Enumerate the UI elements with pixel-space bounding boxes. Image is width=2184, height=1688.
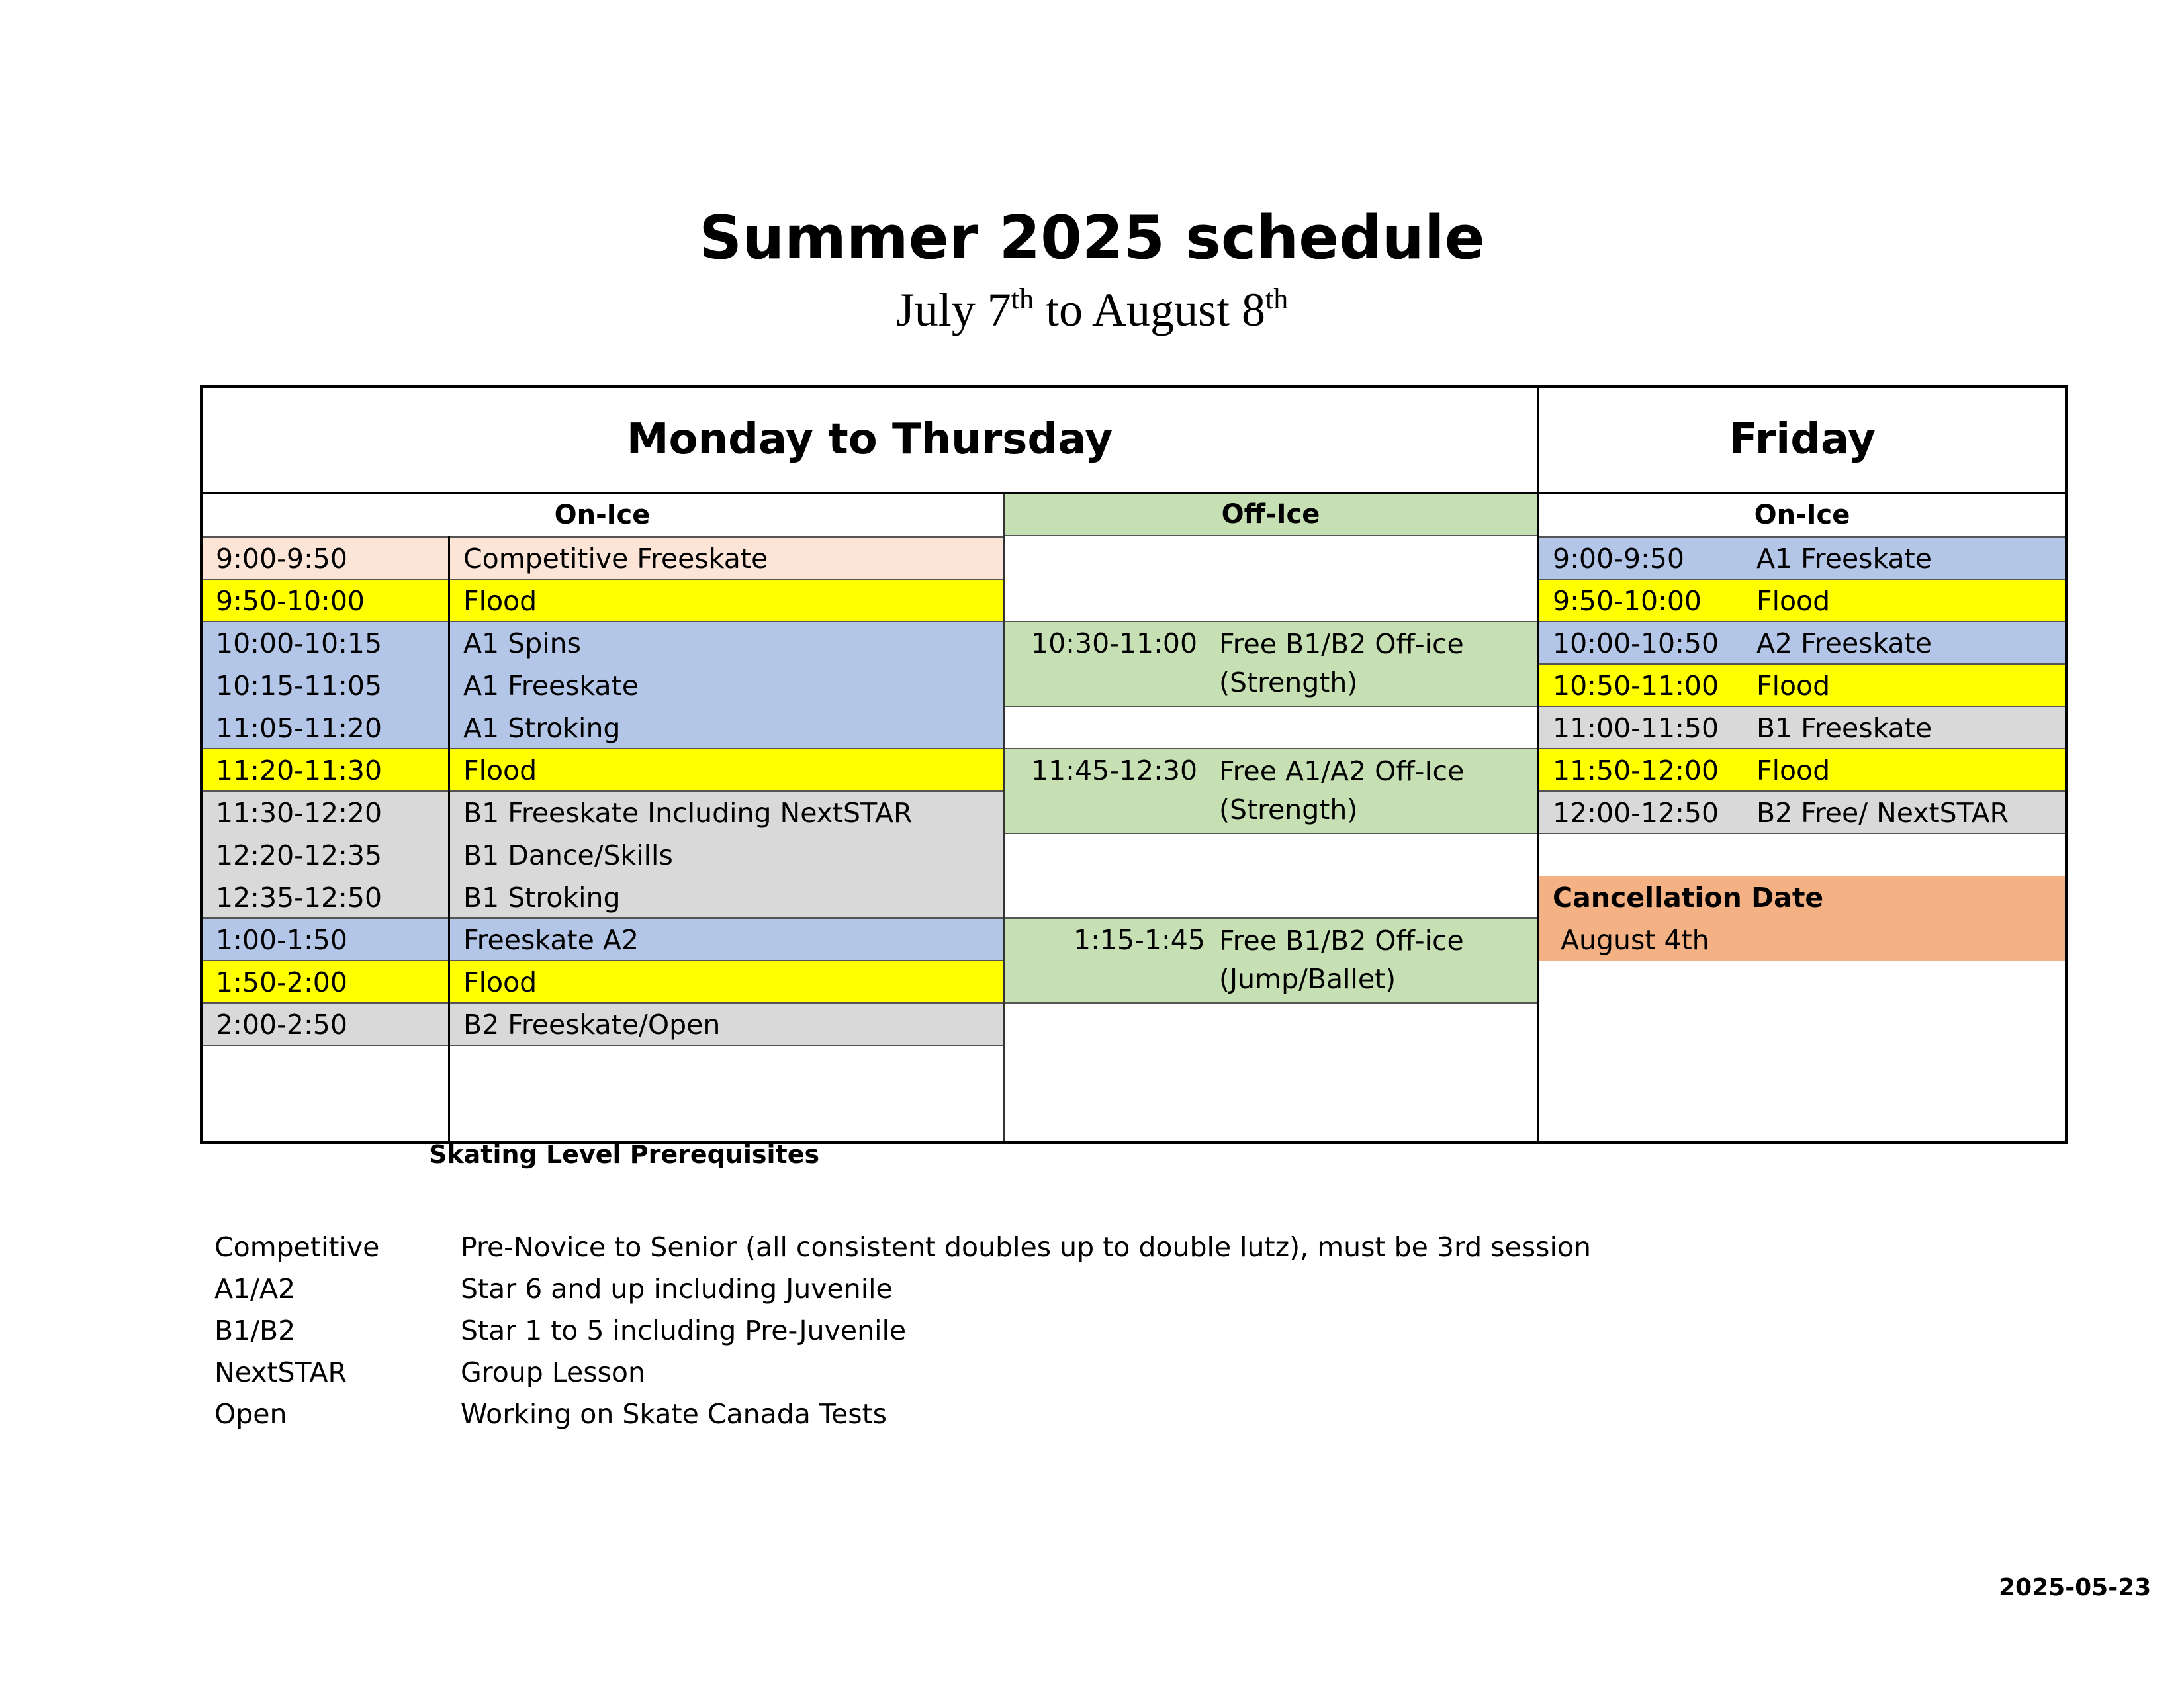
- off-ice-time: 11:45-12:30: [1031, 755, 1198, 786]
- time-cell: 11:50-12:00: [1553, 755, 1719, 786]
- activity-cell: Freeskate A2: [449, 919, 1003, 961]
- activity-cell: B2 Freeskate/Open: [449, 1004, 1003, 1046]
- activity-cell: A1 Freeskate: [1756, 543, 1932, 575]
- off-ice-subheader: Off-Ice: [1003, 494, 1538, 536]
- activity-cell: B1 Dance/Skills: [449, 834, 1003, 876]
- activity-cell: Flood: [1756, 585, 1831, 617]
- activity-cell: A2 Freeskate: [1756, 628, 1932, 659]
- subtitle-end: to August 8: [1033, 283, 1266, 336]
- time-cell: 9:50-10:00: [1553, 585, 1702, 617]
- prerequisite-level: A1/A2: [214, 1273, 296, 1305]
- prerequisite-level: B1/B2: [214, 1315, 296, 1346]
- prerequisite-description: Working on Skate Canada Tests: [461, 1398, 887, 1430]
- activity-cell: Flood: [449, 749, 1003, 792]
- mon-thu-header: Monday to Thursday: [626, 415, 1113, 464]
- activity-cell: Flood: [1756, 670, 1831, 702]
- time-cell: 1:50-2:00: [201, 961, 449, 1004]
- friday-header: Friday: [1729, 415, 1876, 464]
- activity-cell: B1 Freeskate: [1756, 712, 1933, 744]
- activity-cell: Competitive Freeskate: [449, 538, 1003, 580]
- prerequisite-level: NextSTAR: [214, 1356, 347, 1388]
- activity-cell: B1 Stroking: [449, 876, 1003, 919]
- date-range-subtitle: [0, 277, 2184, 343]
- off-ice-activity-line1: Free B1/B2 Off-ice: [1219, 628, 1464, 660]
- activity-cell: A1 Spins: [449, 622, 1003, 665]
- time-cell: 11:30-12:20: [201, 792, 449, 834]
- time-cell: 12:35-12:50: [201, 876, 449, 919]
- off-ice-activity-line1: Free A1/A2 Off-Ice: [1219, 755, 1465, 787]
- activity-cell: A1 Stroking: [449, 707, 1003, 749]
- time-cell: 10:50-11:00: [1553, 670, 1719, 702]
- activity-cell: A1 Freeskate: [449, 665, 1003, 707]
- subtitle-sup-1: th: [1011, 283, 1034, 315]
- activity-cell: B1 Freeskate Including NextSTAR: [449, 792, 1003, 834]
- time-cell: 1:00-1:50: [201, 919, 449, 961]
- off-ice-time: 10:30-11:00: [1031, 628, 1198, 659]
- time-cell: 2:00-2:50: [201, 1004, 449, 1046]
- time-cell: 12:20-12:35: [201, 834, 449, 876]
- prerequisite-description: Star 1 to 5 including Pre-Juvenile: [461, 1315, 907, 1346]
- prerequisite-level: Competitive: [214, 1231, 380, 1263]
- prerequisite-level: Open: [214, 1398, 287, 1430]
- page-title: Summer 2025 schedule: [699, 203, 1485, 273]
- off-ice-activity-line2: (Strength): [1219, 667, 1358, 698]
- subtitle-sup-2: th: [1265, 283, 1289, 315]
- cancellation-date: August 4th: [1561, 924, 1709, 956]
- time-cell: 11:20-11:30: [201, 749, 449, 792]
- off-ice-activity-line2: (Jump/Ballet): [1219, 963, 1396, 995]
- time-cell: 10:15-11:05: [201, 665, 449, 707]
- prerequisite-description: Group Lesson: [461, 1356, 645, 1388]
- off-ice-activity-line2: (Strength): [1219, 794, 1358, 825]
- on-ice-subheader: On-Ice: [554, 500, 651, 530]
- off-ice-activity-line1: Free B1/B2 Off-ice: [1219, 925, 1464, 957]
- time-cell: 11:00-11:50: [1553, 712, 1719, 744]
- time-cell: 10:00-10:15: [201, 622, 449, 665]
- prerequisites-title: Skating Level Prerequisites: [429, 1140, 820, 1169]
- activity-cell: Flood: [449, 580, 1003, 622]
- time-cell: 11:05-11:20: [201, 707, 449, 749]
- prerequisite-description: Star 6 and up including Juvenile: [461, 1273, 893, 1305]
- activity-cell: B2 Free/ NextSTAR: [1756, 797, 2009, 829]
- time-cell: 9:50-10:00: [201, 580, 449, 622]
- subtitle-start: July 7: [895, 283, 1011, 336]
- off-ice-time: 1:15-1:45: [1073, 924, 1205, 956]
- activity-cell: Flood: [1756, 755, 1831, 786]
- time-cell: 12:00-12:50: [1553, 797, 1719, 829]
- document-date: 2025-05-23: [1999, 1574, 2152, 1601]
- prerequisite-description: Pre-Novice to Senior (all consistent doubles up to double lutz), must be 3rd session: [461, 1231, 1591, 1263]
- table-border: [200, 385, 2068, 1144]
- time-cell: 9:00-9:50: [1553, 543, 1684, 575]
- time-cell: 10:00-10:50: [1553, 628, 1719, 659]
- activity-cell: Flood: [449, 961, 1003, 1004]
- time-cell: 9:00-9:50: [201, 538, 449, 580]
- friday-on-ice-subheader: On-Ice: [1754, 500, 1850, 530]
- cancellation-label: Cancellation Date: [1553, 882, 1824, 914]
